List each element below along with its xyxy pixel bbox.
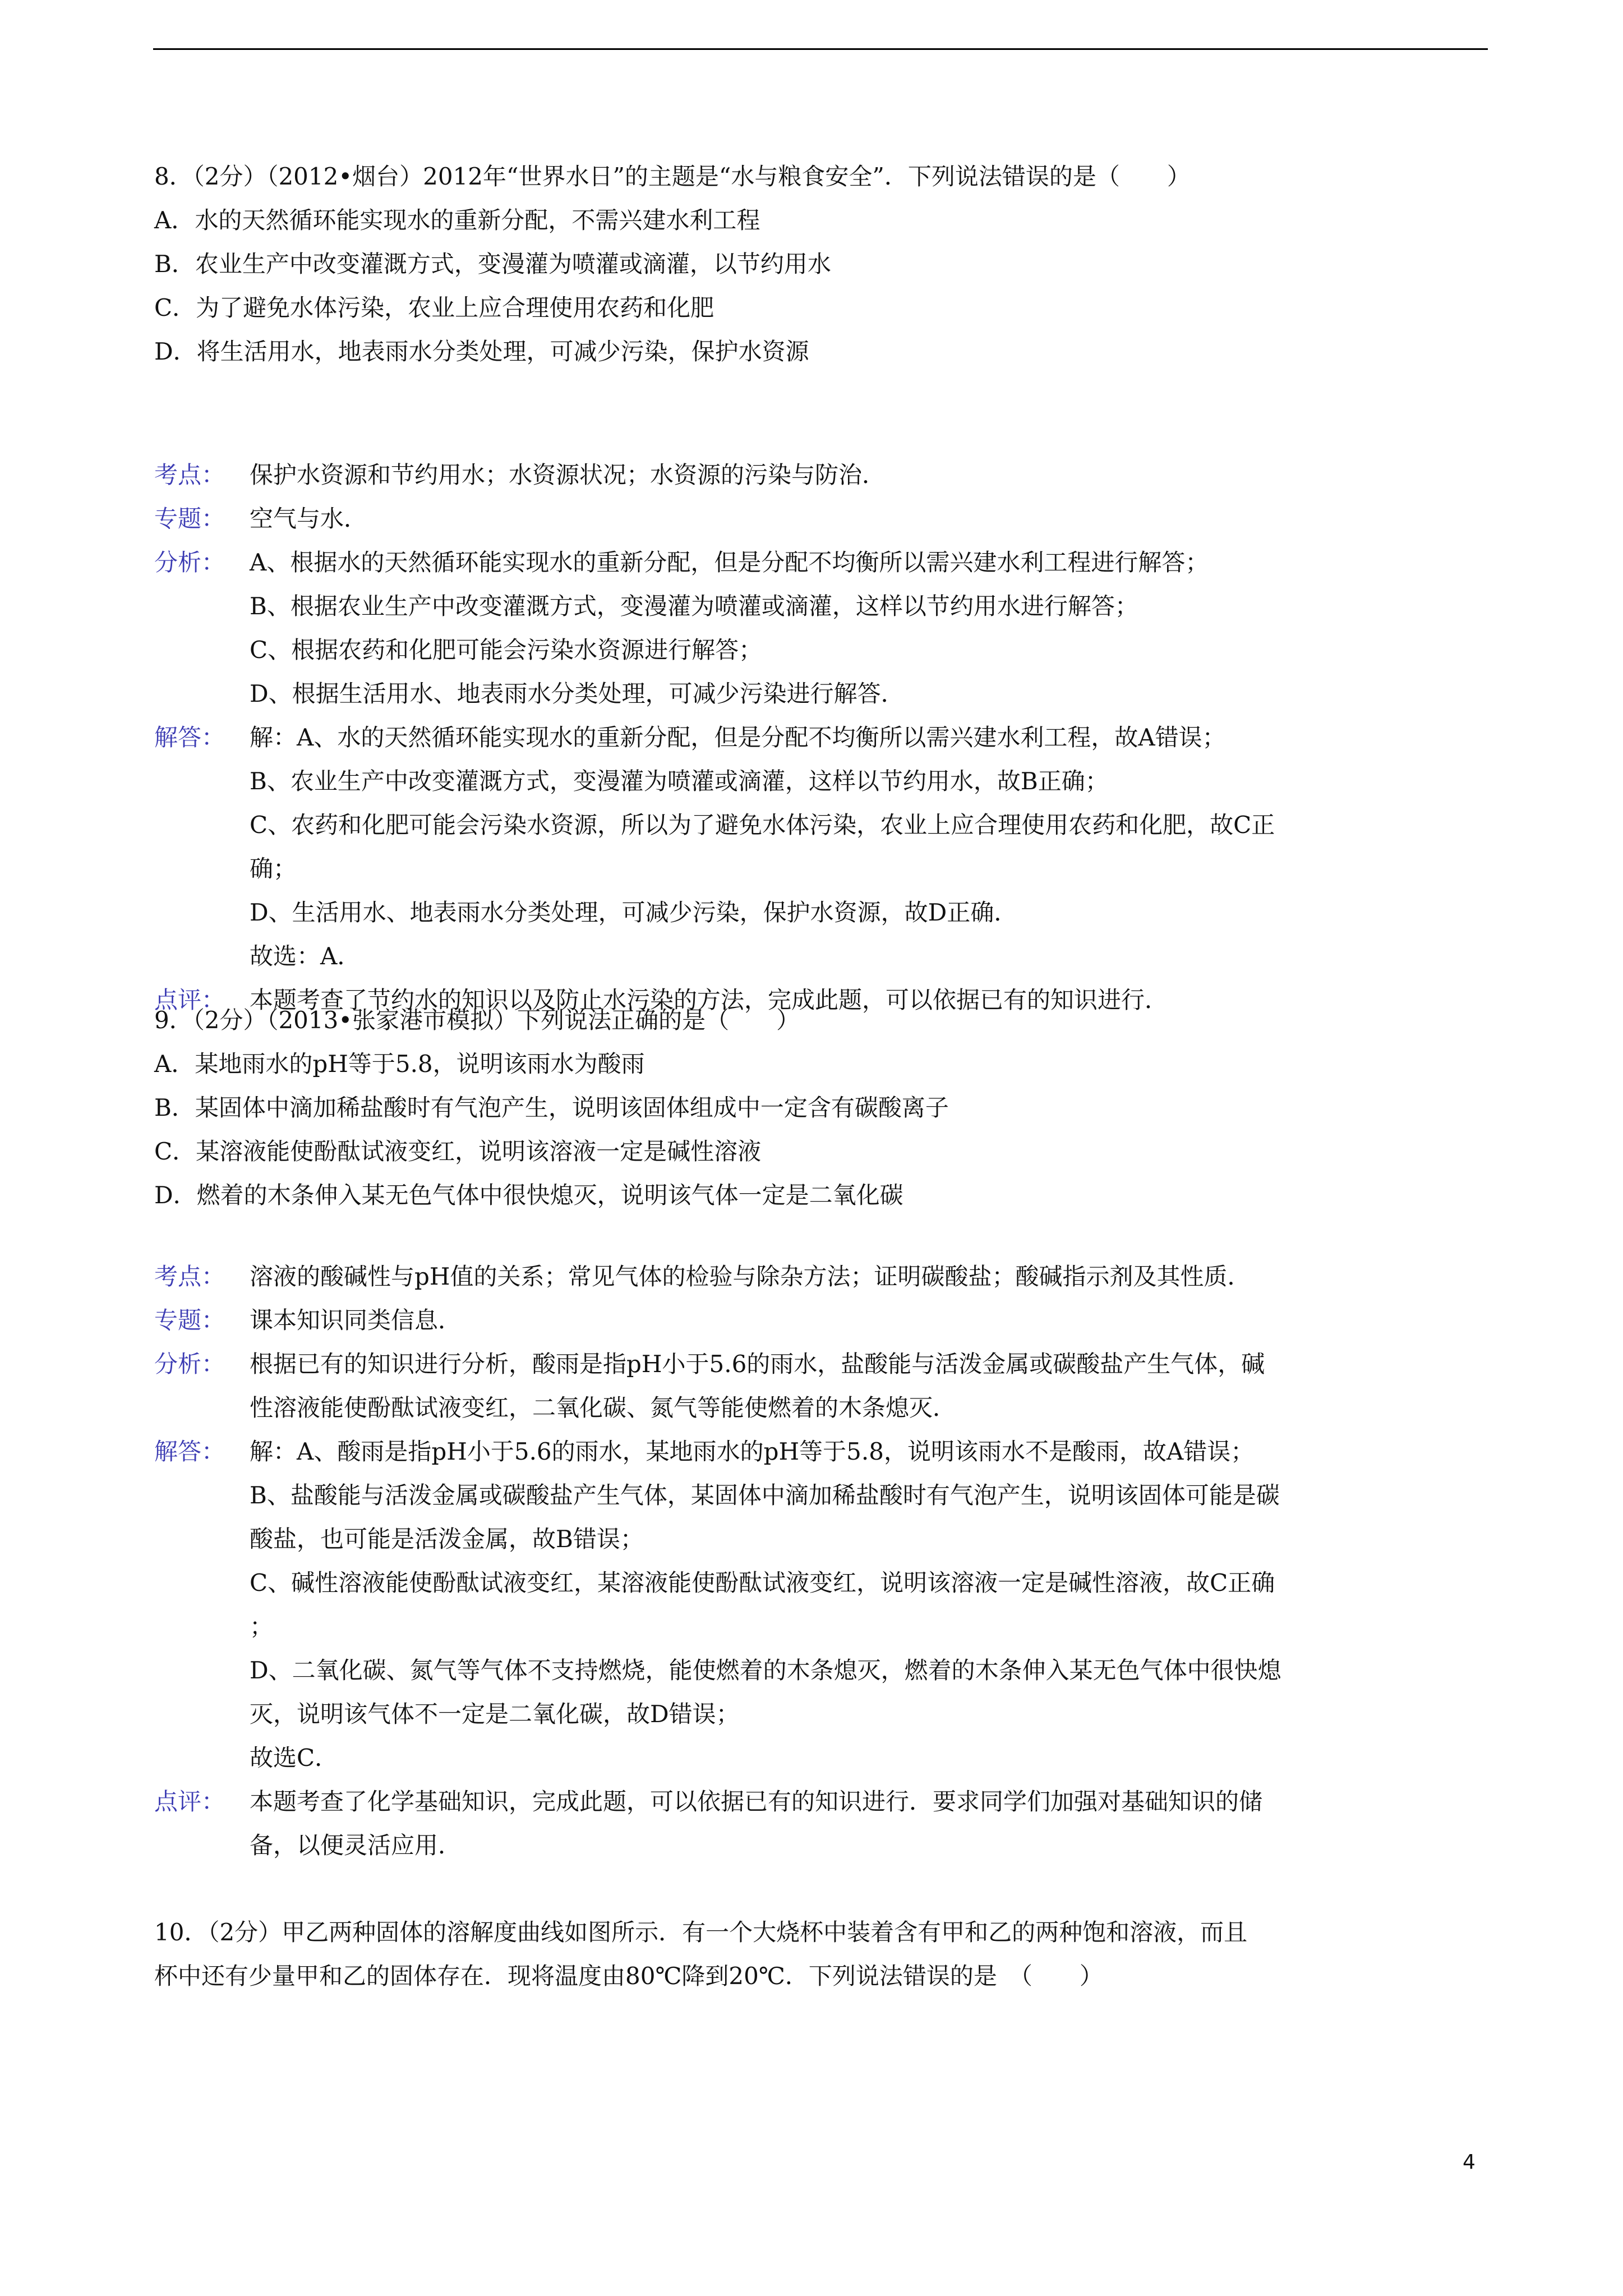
question-9: [154, 999, 1489, 1217]
jieda-section: 解答： 解：A、水的天然循环能实现水的重新分配，但是分配不均衡所以需兴建水利工程，故A错误； B、农业生产中改变灌溉方式，变漫灌为喷灌或滴灌，这样以节约用水，故B正确； C、农药和化肥可能会污染水资源，所以为了避免水体污染，农业上应合理使用农药和化肥，故C正 确； D、生活用水、地表雨水分类处理，可减少污染，保护水资源，故D正确． 故选：A．: [154, 716, 1489, 978]
option-b: B．某固体中滴加稀盐酸时有气泡产生，说明该固体组成中一定含有碳酸离子: [154, 1094, 949, 1121]
fenxi-section: 分析： A、根据水的天然循环能实现水的重新分配，但是分配不均衡所以需兴建水利工程进行解答； B、根据农业生产中改变灌溉方式，变漫灌为喷灌或滴灌，这样以节约用水进行解答； C、根据农药和化肥可能会污染水资源进行解答； D、根据生活用水、地表雨水分类处理，可减少污染进行解答．: [154, 541, 1489, 716]
option-a: A．水的天然循环能实现水的重新分配，不需兴建水利工程: [154, 206, 760, 234]
question-stem-line: 10．（2分）甲乙两种固体的溶解度曲线如图所示．有一个大烧杯中装着含有甲和乙的两种饱和溶液，而且: [154, 1918, 1248, 1946]
question-10: [154, 1911, 1489, 1998]
zhuanti-section: 专题： 空气与水．: [154, 497, 1489, 541]
question-stem: 9．（2分）（2013•张家港市模拟）下列说法正确的是（ ）: [154, 1006, 800, 1034]
option-a: A．某地雨水的pH等于5.8，说明该雨水为酸雨: [154, 1050, 645, 1078]
section-label: 考点：: [154, 461, 225, 489]
question-stem: 8．（2分）（2012•烟台）2012年“世界水日”的主题是“水与粮食安全”．下列说法错误的是（ ）: [154, 163, 1191, 190]
option-b: B．农业生产中改变灌溉方式，变漫灌为喷灌或滴灌，以节约用水: [154, 250, 831, 278]
question-stem-line: 杯中还有少量甲和乙的固体存在．现将温度由80℃降到20℃．下列说法错误的是 （ ）: [154, 1962, 1103, 1990]
option-d: D．将生活用水，地表雨水分类处理，可减少污染，保护水资源: [154, 338, 809, 365]
section-label: 点评：: [154, 1788, 225, 1815]
jieda-section: 解答： 解：A、酸雨是指pH小于5.6的雨水，某地雨水的pH等于5.8，说明该雨水不是酸雨，故A错误； B、盐酸能与活泼金属或碳酸盐产生气体，某固体中滴加稀盐酸时有气泡产生，说明该固体可能是碳 酸盐，也可能是活泼金属，故B错误； C、碱性溶液能使酚酞试液变红，某溶液能使酚酞试液变红，说明该溶液一定是碱性溶液，故C正确 ； D、二氧化碳、氮气等气体不支持燃烧，能使燃着的木条熄灭，燃着的木条伸入某无色气体中很快熄 灭，说明该气体不一定是二氧化碳，故D错误； 故选C．: [154, 1430, 1489, 1780]
option-d: D．燃着的木条伸入某无色气体中很快熄灭，说明该气体一定是二氧化碳: [154, 1181, 903, 1209]
section-label: 分析：: [154, 1350, 225, 1378]
section-label: 考点：: [154, 1263, 225, 1290]
section-label: 分析：: [154, 549, 225, 576]
dianping-section: 点评： 本题考查了化学基础知识，完成此题，可以依据已有的知识进行．要求同学们加强对基础知识的储 备，以便灵活应用．: [154, 1780, 1489, 1867]
section-label: 点评：: [154, 986, 225, 1014]
question-8-analysis: [154, 453, 1489, 1022]
question-9-analysis: [154, 1255, 1489, 1867]
page-number: 4: [1463, 2151, 1476, 2174]
section-label: 解答：: [154, 724, 225, 751]
section-label: 解答：: [154, 1438, 225, 1465]
kaodian-section: 考点： 溶液的酸碱性与pH值的关系；常见气体的检验与除杂方法；证明碳酸盐；酸碱指示剂及其性质．: [154, 1255, 1489, 1299]
header-rule: [153, 48, 1488, 50]
section-label: 专题：: [154, 1306, 225, 1334]
dianping-section: 点评： 本题考查了节约水的知识以及防止水污染的方法，完成此题，可以依据已有的知识进行．: [154, 978, 1489, 1022]
question-8: [154, 155, 1489, 374]
section-label: 专题：: [154, 505, 225, 532]
option-c: C．某溶液能使酚酞试液变红，说明该溶液一定是碱性溶液: [154, 1138, 762, 1165]
fenxi-section: 分析： 根据已有的知识进行分析，酸雨是指pH小于5.6的雨水，盐酸能与活泼金属或碳酸盐产生气体，碱 性溶液能使酚酞试液变红，二氧化碳、氮气等能使燃着的木条熄灭．: [154, 1342, 1489, 1430]
kaodian-section: 考点： 保护水资源和节约用水；水资源状况；水资源的污染与防治．: [154, 453, 1489, 497]
zhuanti-section: 专题： 课本知识同类信息．: [154, 1299, 1489, 1342]
option-c: C．为了避免水体污染，农业上应合理使用农药和化肥: [154, 294, 714, 321]
